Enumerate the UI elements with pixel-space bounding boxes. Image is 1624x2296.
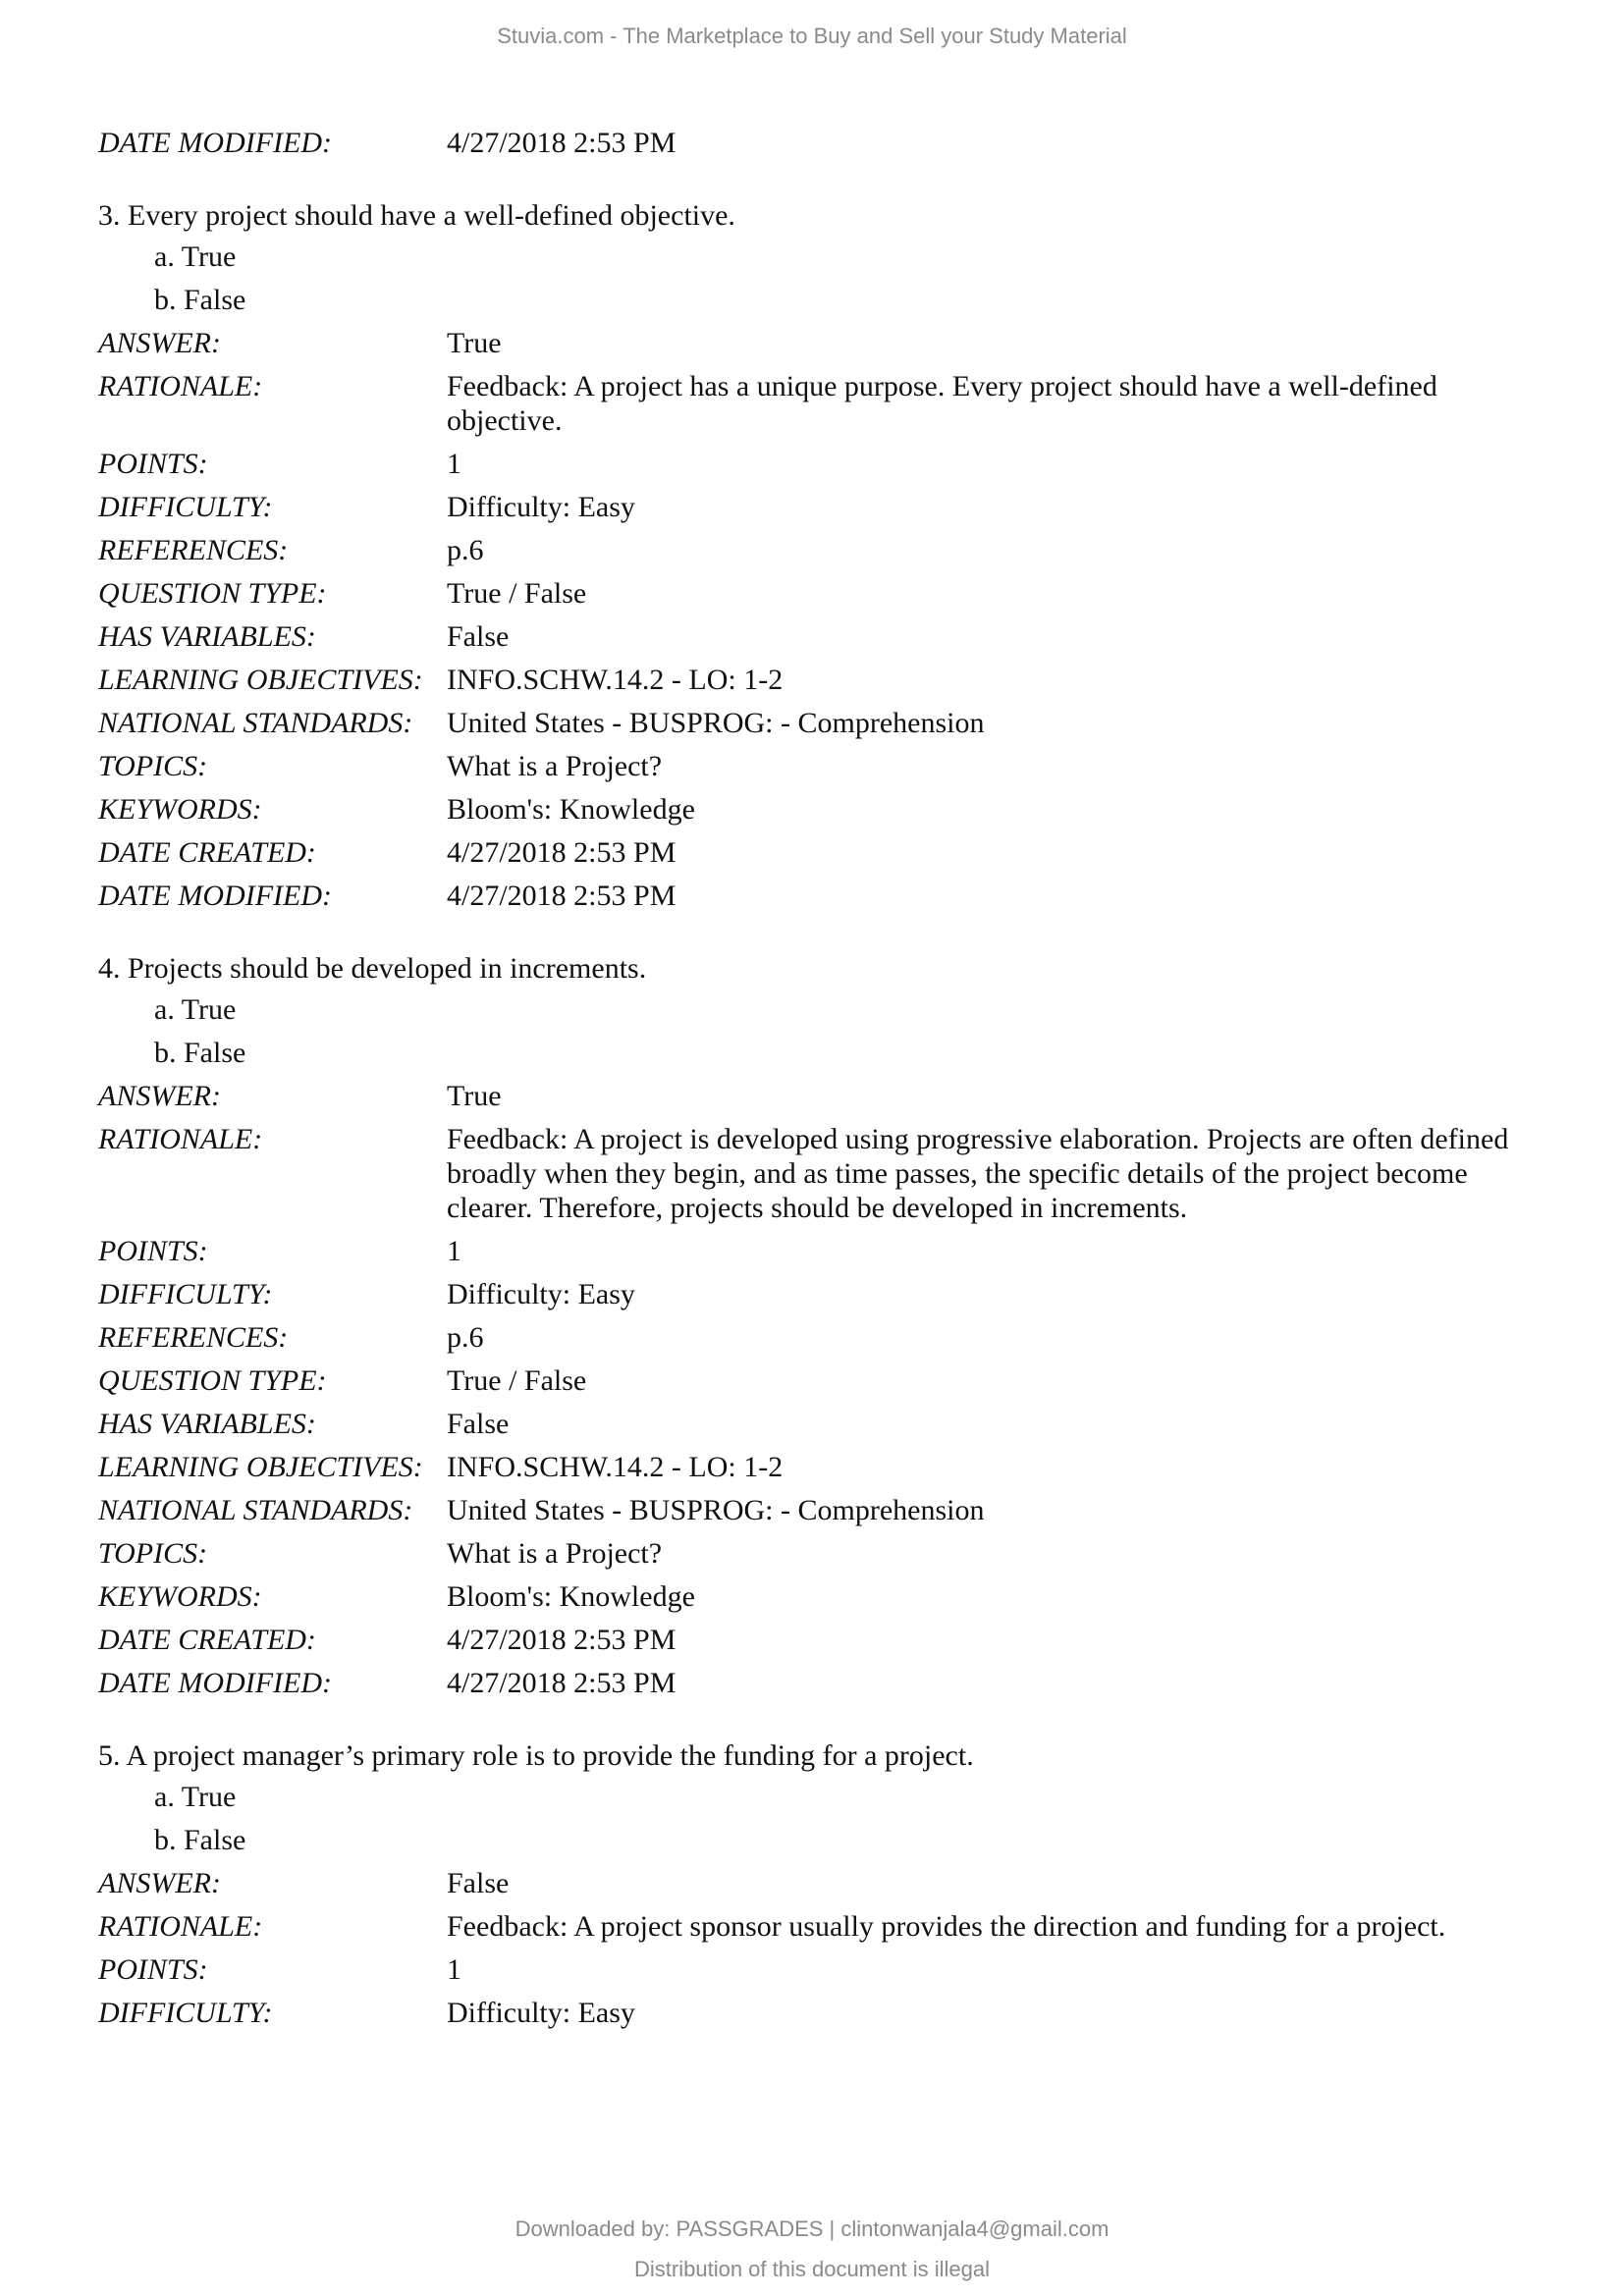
field-label: RATIONALE: — [98, 370, 263, 402]
question-block — [98, 1738, 1551, 2039]
field-value: What is a Project? — [447, 750, 663, 782]
field-value: What is a Project? — [447, 1537, 663, 1570]
field-row-date-created — [98, 835, 1551, 879]
answer-choice: b. False — [154, 1824, 246, 1856]
field-label: HAS VARIABLES: — [98, 1408, 316, 1440]
field-label: ANSWER: — [98, 1080, 221, 1112]
field-value: True / False — [447, 1364, 587, 1397]
answer-choice: a. True — [154, 993, 237, 1026]
field-value: Bloom's: Knowledge — [447, 1580, 695, 1613]
field-label: REFERENCES: — [98, 534, 289, 566]
field-row-answer — [98, 1866, 1551, 1909]
field-row-difficulty — [98, 490, 1551, 533]
field-row-difficulty — [98, 1277, 1551, 1320]
field-label: DATE CREATED: — [98, 836, 316, 869]
question-block — [98, 198, 1551, 922]
field-row-rationale — [98, 1122, 1551, 1234]
field-label: POINTS: — [98, 448, 208, 480]
field-row-difficulty — [98, 1996, 1551, 2039]
answer-choice: b. False — [154, 1037, 246, 1069]
field-value: p.6 — [447, 1321, 484, 1354]
field-row-learning-objectives — [98, 1450, 1551, 1493]
field-row-answer — [98, 326, 1551, 369]
field-value: 1 — [447, 448, 461, 480]
question-stem: 5. A project manager’s primary role is to provide the funding for a project. — [98, 1739, 974, 1772]
field-row-points — [98, 447, 1551, 490]
field-row-national-standards — [98, 1493, 1551, 1536]
field-label: ANSWER: — [98, 327, 221, 359]
field-value: Difficulty: Easy — [447, 491, 635, 523]
field-row-national-standards — [98, 706, 1551, 749]
field-label: REFERENCES: — [98, 1321, 289, 1354]
field-value: Difficulty: Easy — [447, 1997, 635, 2029]
field-label: DIFFICULTY: — [98, 1997, 273, 2029]
answer-choice: a. True — [154, 240, 237, 273]
question-stem: 4. Projects should be developed in increments. — [98, 952, 647, 985]
field-row-rationale — [98, 369, 1551, 447]
field-label: DATE MODIFIED: — [98, 880, 332, 912]
footer-downloaded-by: Downloaded by: PASSGRADES | clintonwanjala4@gmail.com — [514, 2216, 1110, 2241]
field-value: United States - BUSPROG: - Comprehension — [447, 707, 985, 739]
field-row-date-created — [98, 1623, 1551, 1666]
field-value: p.6 — [447, 534, 484, 566]
footer-distribution-notice: Distribution of this document is illegal — [634, 2257, 990, 2281]
field-row-references — [98, 533, 1551, 576]
field-label: HAS VARIABLES: — [98, 620, 316, 653]
field-label: QUESTION TYPE: — [98, 1364, 327, 1397]
field-label: DATE MODIFIED: — [98, 127, 332, 159]
field-row-keywords — [98, 1579, 1551, 1623]
field-value: Difficulty: Easy — [447, 1278, 635, 1310]
field-value: False — [447, 620, 510, 653]
field-label: QUESTION TYPE: — [98, 577, 327, 610]
field-label: DIFFICULTY: — [98, 491, 273, 523]
field-row-date-modified — [98, 879, 1551, 922]
field-label: KEYWORDS: — [98, 793, 262, 826]
field-value: 4/27/2018 2:53 PM — [447, 127, 677, 159]
field-row-has-variables — [98, 1407, 1551, 1450]
field-value: True — [447, 327, 502, 359]
field-row-question-type — [98, 1363, 1551, 1407]
field-value: False — [447, 1408, 510, 1440]
field-value: True — [447, 1080, 502, 1112]
field-row-date-modified — [98, 126, 1551, 169]
document-content — [98, 126, 1551, 2039]
field-row-topics — [98, 749, 1551, 792]
field-label: NATIONAL STANDARDS: — [98, 707, 413, 739]
field-value: 4/27/2018 2:53 PM — [447, 1667, 677, 1699]
field-value: False — [447, 1867, 510, 1899]
field-row-learning-objectives — [98, 663, 1551, 706]
header-banner: Stuvia.com - The Marketplace to Buy and Sell your Study Material — [497, 24, 1127, 48]
answer-choice: a. True — [154, 1781, 237, 1813]
field-row-date-modified — [98, 1666, 1551, 1709]
field-value: Feedback: A project sponsor usually provides the direction and funding for a project. — [447, 1910, 1446, 1943]
field-label: DATE MODIFIED: — [98, 1667, 332, 1699]
answer-choice: b. False — [154, 284, 246, 316]
field-label: POINTS: — [98, 1953, 208, 1986]
field-label: LEARNING OBJECTIVES: — [98, 664, 423, 696]
field-value: 1 — [447, 1235, 461, 1267]
field-value: 4/27/2018 2:53 PM — [447, 880, 677, 912]
field-row-points — [98, 1952, 1551, 1996]
field-label: POINTS: — [98, 1235, 208, 1267]
field-label: KEYWORDS: — [98, 1580, 262, 1613]
field-row-question-type — [98, 576, 1551, 619]
field-value: United States - BUSPROG: - Comprehension — [447, 1494, 985, 1526]
field-row-has-variables — [98, 619, 1551, 663]
field-value: Feedback: A project has a unique purpose. Every project should have a well-defined objective. — [447, 370, 1437, 437]
field-value: True / False — [447, 577, 587, 610]
field-row-references — [98, 1320, 1551, 1363]
question-block — [98, 951, 1551, 1709]
field-row-answer — [98, 1079, 1551, 1122]
field-value: 4/27/2018 2:53 PM — [447, 1624, 677, 1656]
field-value: 1 — [447, 1953, 461, 1986]
question-stem: 3. Every project should have a well-defined objective. — [98, 199, 735, 232]
field-label: NATIONAL STANDARDS: — [98, 1494, 413, 1526]
field-value: Feedback: A project is developed using progressive elaboration. Projects are often defined broadly when they begin, and as time passes, the specific details of the project become clearer. Therefore, projects should be developed in increments. — [447, 1123, 1509, 1224]
field-label: DATE CREATED: — [98, 1624, 316, 1656]
field-row-keywords — [98, 792, 1551, 835]
field-row-rationale — [98, 1909, 1551, 1952]
field-label: DIFFICULTY: — [98, 1278, 273, 1310]
field-label: ANSWER: — [98, 1867, 221, 1899]
field-label: TOPICS: — [98, 750, 208, 782]
field-value: INFO.SCHW.14.2 - LO: 1-2 — [447, 664, 784, 696]
field-row-topics — [98, 1536, 1551, 1579]
field-row-points — [98, 1234, 1551, 1277]
field-label: RATIONALE: — [98, 1910, 263, 1943]
field-label: LEARNING OBJECTIVES: — [98, 1451, 423, 1483]
field-value: Bloom's: Knowledge — [447, 793, 695, 826]
field-value: INFO.SCHW.14.2 - LO: 1-2 — [447, 1451, 784, 1483]
field-label: RATIONALE: — [98, 1123, 263, 1155]
field-value: 4/27/2018 2:53 PM — [447, 836, 677, 869]
field-label: TOPICS: — [98, 1537, 208, 1570]
